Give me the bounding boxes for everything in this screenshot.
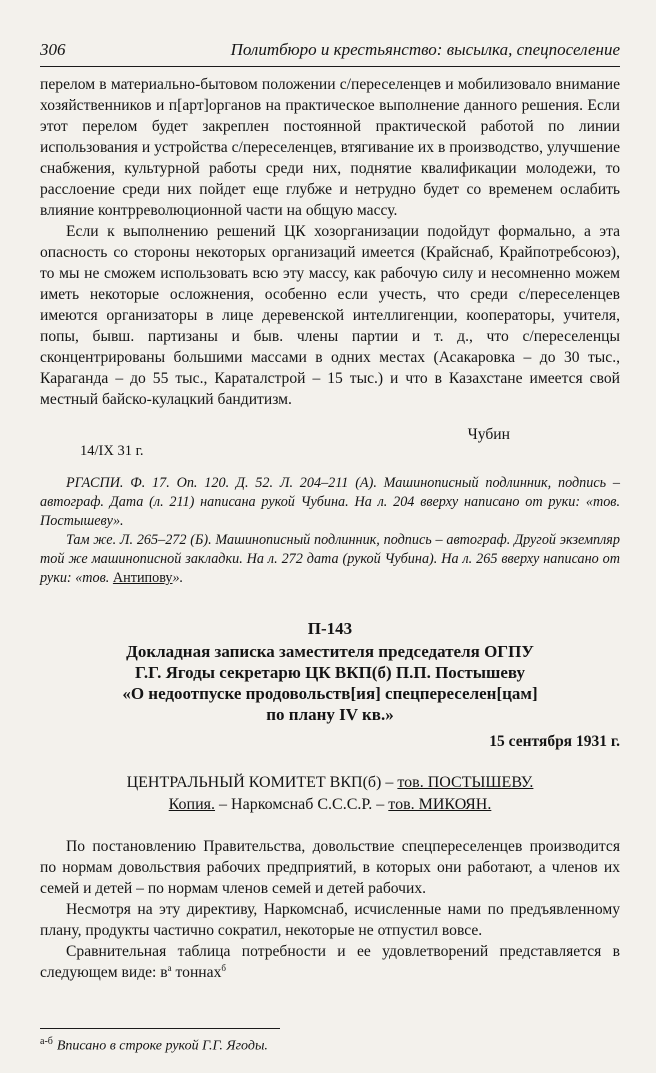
copy-name: тов. МИКОЯН. bbox=[388, 796, 492, 813]
copy-label: Копия. bbox=[168, 796, 216, 813]
title-line: «О недоотпуске продовольств[ия] спецпереселен[цам] bbox=[122, 684, 538, 703]
title-line: по плану IV кв.» bbox=[266, 705, 394, 724]
addressee-line: ЦЕНТРАЛЬНЫЙ КОМИТЕТ ВКП(б) – тов. ПОСТЫШЕВУ. bbox=[126, 774, 534, 791]
prev-paragraph-1: перелом в материально-бытовом положении с/переселенцев и мобилизовало внимание хозяйственников и п[арт]органов на практическое выполнение данного решения. Если этот перелом будет закреплен постоянной практической работой по линии использования и устройства с/переселенцев, втягивание их в производство, улучшение снабжения, культурной работы среди них, поднятие квалификации молодежи, то расслоение среди них пойдет еще глубже и нетрудно будет со временем ослабить влияние контрреволюционной части на общую массу. bbox=[40, 76, 620, 219]
header-rule bbox=[40, 66, 620, 67]
document-number: П-143 bbox=[307, 619, 353, 638]
addressee-name: тов. ПОСТЫШЕВУ. bbox=[397, 774, 534, 791]
doc-paragraph-2: Несмотря на эту директиву, Наркомснаб, исчисленные нами по предъявленному плану, продукты частично сократил, некоторые не отпустил вовсе. bbox=[40, 901, 620, 939]
running-title: Политбюро и крестьянство: высылка, спецпоселение bbox=[230, 40, 620, 59]
footnote-mark: а-б bbox=[40, 1036, 53, 1047]
document-title bbox=[40, 641, 620, 725]
footnote-text: Вписано в строке рукой Г.Г. Ягоды. bbox=[56, 1038, 268, 1054]
signature: Чубин bbox=[467, 426, 510, 443]
footnote-mark-a: а bbox=[167, 962, 172, 973]
document-body bbox=[40, 836, 620, 983]
underlined-name: Антипову bbox=[112, 570, 173, 586]
source-note-1: РГАСПИ. Ф. 17. Оп. 120. Д. 52. Л. 204–211 (А). Машинописный подлинник, подпись – автограф. Дата (л. 211) написана рукой Чубина. На л. 204 вверху написано от руки: «тов. Постышеву». bbox=[40, 475, 620, 529]
addressee-block bbox=[40, 772, 620, 816]
prev-paragraph-2: Если к выполнению решений ЦК хозорганизации подойдут формально, а эта опасность со стороны некоторых организаций имеется (Крайснаб, Крайпотребсоюз), то мы не сможем использовать всю эту массу, как рабочую силу и несомненно можем иметь некоторые осложнения, особенно если учесть, что среди с/переселенцев имеются организаторы в лице деревенской интеллигенции, кооператоры, учителя, попы, бывш. партизаны и быв. члены партии и т. д., что с/переселенцы сконцентрированы большими массами в одних местах (Асакаровка – до 30 тыс., Караганда – до 55 тыс., Караталстрой – 15 тыс.) и что в Казахстане имеется свой местный байско-кулацкий бандитизм. bbox=[40, 223, 620, 408]
source-note-2: Там же. Л. 265–272 (Б). Машинописный подлинник, подпись – автограф. Другой экземпляр той же машинописной закладки. На л. 272 дата (рукой Чубина). На л. 265 вверху написано от руки: «тов. Антипову». bbox=[40, 532, 620, 586]
document-date: 15 сентября 1931 г. bbox=[489, 733, 620, 750]
title-line: Г.Г. Ягоды секретарю ЦК ВКП(б) П.П. Постышеву bbox=[135, 663, 525, 682]
footnote bbox=[40, 1036, 620, 1055]
doc-paragraph-1: По постановлению Правительства, довольствие спецпереселенцев производится по нормам довольствия рабочих предприятий, в которых они работают, а членов их семей и детей – по нормам членов семей и детей рабочих. bbox=[40, 838, 620, 897]
page-number: 306 bbox=[40, 40, 66, 59]
footnote-mark-b: б bbox=[221, 962, 226, 973]
source-notes bbox=[40, 474, 620, 588]
prev-date: 14/IX 31 г. bbox=[80, 443, 144, 459]
running-head bbox=[40, 40, 620, 60]
copy-line: Копия. – Наркомснаб С.С.С.Р. – тов. МИКОЯН. bbox=[168, 796, 492, 813]
title-line: Докладная записка заместителя председателя ОГПУ bbox=[126, 642, 534, 661]
page-body bbox=[40, 74, 620, 983]
doc-paragraph-3: Сравнительная таблица потребности и ее удовлетворений представляется в следующем виде: $в^а$ тоннах$^б$ bbox=[40, 943, 620, 981]
footnote-rule bbox=[40, 1028, 280, 1029]
